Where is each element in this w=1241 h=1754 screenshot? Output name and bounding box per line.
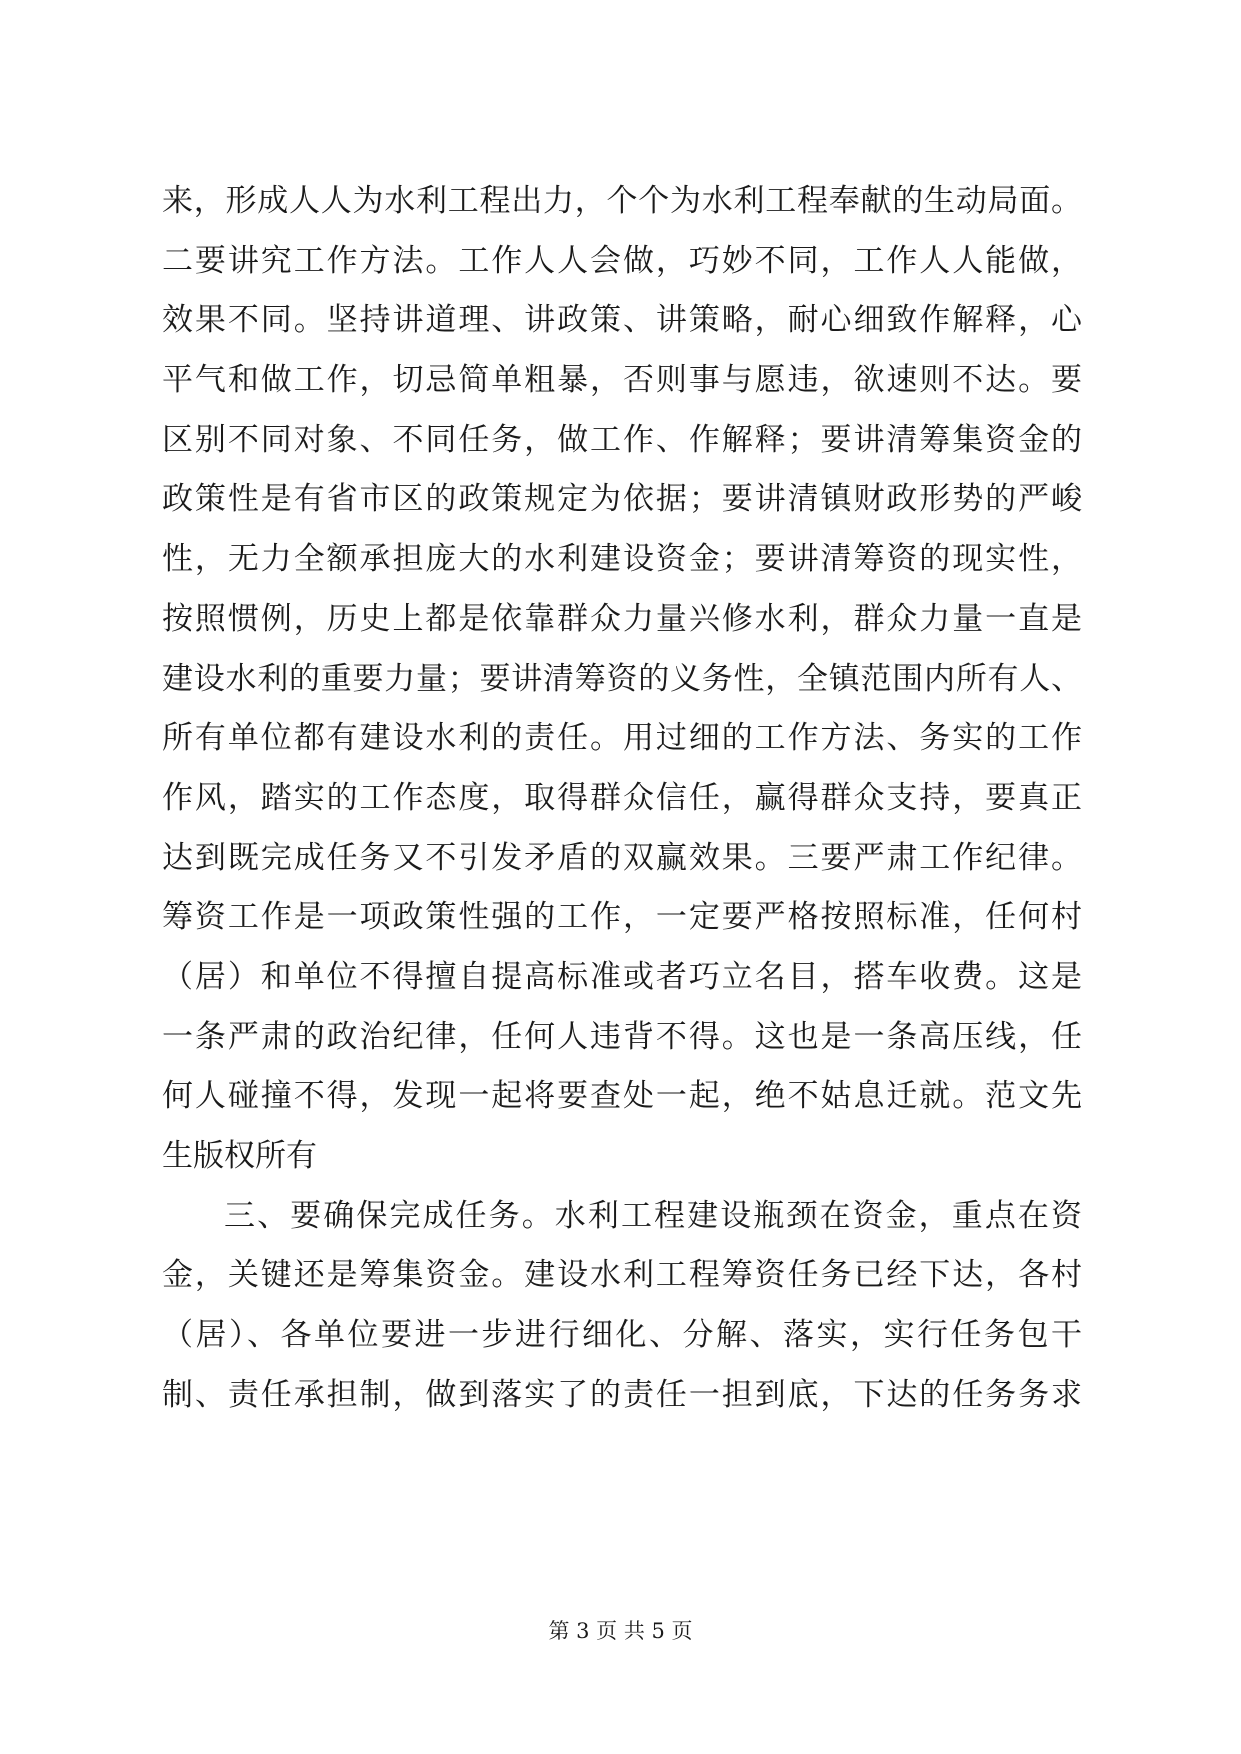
text-line: 效果不同。坚持讲道理、讲政策、讲策略，耐心细致作解释，心 [162,302,1082,339]
text-line: 金，关键还是筹集资金。建设水利工程筹资任务已经下达，各村 [162,1257,1082,1294]
text-line: 建设水利的重要力量；要讲清筹资的义务性，全镇范围内所有人、 [162,660,1082,697]
text-line: 性，无力全额承担庞大的水利建设资金；要讲清筹资的现实性， [162,541,1082,578]
text-line: 一条严肃的政治纪律，任何人违背不得。这也是一条高压线，任 [162,1018,1082,1055]
text-line: 按照惯例，历史上都是依靠群众力量兴修水利，群众力量一直是 [162,600,1082,637]
text-line: 所有单位都有建设水利的责任。用过细的工作方法、务实的工作 [162,720,1082,757]
text-line: 作风，踏实的工作态度，取得群众信任，赢得群众支持，要真正 [162,779,1082,816]
text-line: 筹资工作是一项政策性强的工作，一定要严格按照标准，任何村 [162,899,1082,936]
text-line: 政策性是有省市区的政策规定为依据；要讲清镇财政形势的严峻 [162,481,1082,518]
text-line: 达到既完成任务又不引发矛盾的双赢效果。三要严肃工作纪律。 [162,839,1082,876]
text-line: 二要讲究工作方法。工作人人会做，巧妙不同，工作人人能做， [162,242,1082,279]
text-line: 生版权所有 [162,1138,317,1174]
text-line: 制、责任承担制，做到落实了的责任一担到底，下达的任务务求 [162,1376,1082,1413]
text-line: 区别不同对象、不同任务，做工作、作解释；要讲清筹集资金的 [162,421,1082,458]
text-line: 平气和做工作，切忌简单粗暴，否则事与愿违，欲速则不达。要 [162,362,1082,399]
text-line: （居）和单位不得擅自提高标准或者巧立名目，搭车收费。这是 [162,958,1082,995]
paragraph-start-line: 三、要确保完成任务。水利工程建设瓶颈在资金，重点在资 [224,1197,1082,1234]
text-line: （居）、各单位要进一步进行细化、分解、落实，实行任务包干 [162,1317,1082,1354]
page-number-footer: 第 3 页 共 5 页 [548,1619,693,1643]
text-line: 来，形成人人为水利工程出力，个个为水利工程奉献的生动局面。 [162,183,1082,219]
text-line: 何人碰撞不得，发现一起将要查处一起，绝不姑息迁就。范文先 [162,1078,1082,1115]
document-body [162,172,1082,1425]
